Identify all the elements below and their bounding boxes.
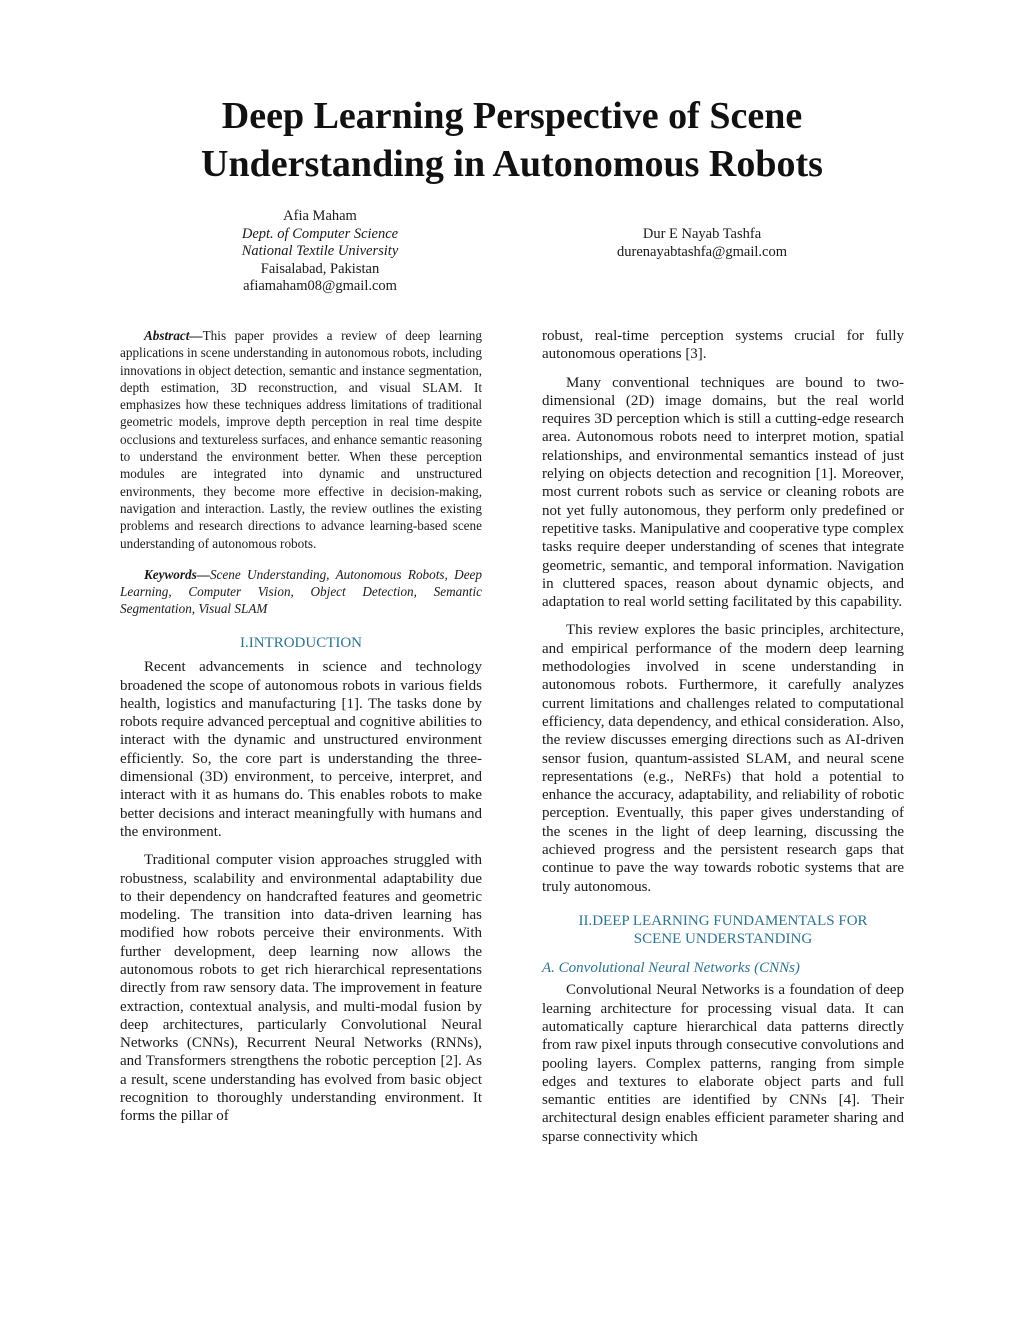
section-heading-introduction: I.INTRODUCTION: [239, 634, 363, 651]
section-heading-dl-fundamentals: [542, 912, 904, 949]
author-name: Afia Maham: [283, 208, 357, 224]
paper-title: [0, 92, 1024, 188]
author-university: National Textile University: [241, 243, 399, 259]
keywords: [120, 566, 482, 618]
intro-paragraph-4: This review explores the basic principles, architecture, and empirical performance of the modern deep learning methodologies involved in scene understanding in autonomous robots. Furthermore, it carefully analyzes current limitations and challenges related to computational efficiency, data dependency, and ethical consideration. Also, the review discusses emerging directions such as AI-driven sensor fusion, quantum-assisted SLAM, and neural scene representations (e.g., NeRFs) that hold a potential to enhance the accuracy, adaptability, and reliability of robotic perception. Eventually, this paper gives understanding of the scenes in the light of deep learning, discussing the achieved progress and the persistent research gaps that continue to pave the way towards robotic systems that are truly autonomous.: [542, 622, 904, 895]
right-column: [542, 327, 904, 1156]
abstract: [120, 327, 482, 552]
dl-heading-line-1: II.DEEP LEARNING FUNDAMENTALS FOR: [578, 912, 868, 929]
author-dept: Dept. of Computer Science: [241, 225, 399, 242]
abstract-label: Abstract—: [144, 328, 203, 343]
author-email: durenayabtashfa@gmail.com: [617, 243, 787, 260]
title-line-1: Deep Learning Perspective of Scene: [221, 95, 803, 137]
left-column: [120, 327, 482, 1136]
dl-heading-line-2: SCENE UNDERSTANDING: [633, 931, 813, 948]
author-block-1: [200, 208, 440, 296]
author-name: Dur E Nayab Tashfa: [642, 226, 762, 242]
intro-paragraph-2-continued: robust, real-time perception systems crucial for fully autonomous operations [3].: [542, 328, 904, 363]
title-line-2: Understanding in Autonomous Robots: [201, 143, 823, 185]
intro-paragraph-1: Recent advancements in science and technology broadened the scope of autonomous robots in various fields health, logistics and manufacturing [1]. The tasks done by robots require advanced perceptual and cognitive abilities to interact with the dynamic and unstructured environment efficiently. So, the core part is understanding the three-dimensional (3D) environment, to perceive, interpret, and interact with it as humans do. This enables robots to make better decisions and interact meaningfully with humans and the environment.: [120, 659, 482, 840]
intro-paragraph-2: Traditional computer vision approaches struggled with robustness, scalability and environmental adaptability due to their dependency on handcrafted features and geometric modeling. The transition into data-driven learning has modified how robots perceive their environments. With further development, deep learning now allows the autonomous robots to get rich hierarchical representations directly from raw sensory data. The improvement in feature extraction, contextual analysis, and multi-modal fusion by deep architectures, particularly Convolutional Neural Networks (CNNs), Recurrent Neural Networks (RNNs), and Transformers strengthens the robotic perception [2]. As a result, scene understanding has evolved from basic object recognition to thoroughly understanding environment. It forms the pillar of: [120, 852, 482, 1125]
author-location: Faisalabad, Pakistan: [260, 260, 380, 277]
author-email: afiamaham08@gmail.com: [243, 278, 397, 294]
keywords-text: Scene Understanding, Autonomous Robots, Deep Learning, Computer Vision, Object Detection, Semantic Segmentation, Visual SLAM: [120, 566, 482, 617]
subsection-heading-cnn: A. Convolutional Neural Networks (CNNs): [542, 959, 800, 976]
keywords-label: Keywords—: [144, 566, 210, 582]
abstract-text: This paper provides a review of deep learning applications in scene understanding in autonomous robots, including innovations in object detection, semantic and instance segmentation, depth estimation, 3D reconstruction, and visual SLAM. It emphasizes how these techniques address limitations of traditional geometric models, improve depth perception in real time despite occlusions and textureless surfaces, and enhance semantic reasoning to understand the environment better. When these perception modules are integrated into dynamic and unstructured environments, they become more effective in decision-making, navigation and interaction. Lastly, the review outlines the existing problems and research directions to advance learning-based scene understanding of autonomous robots.: [120, 328, 482, 551]
author-block-2: [582, 226, 822, 261]
cnn-paragraph-1: Convolutional Neural Networks is a foundation of deep learning architecture for processing visual data. It can automatically capture hierarchical data patterns directly from raw pixel inputs through consecutive convolutions and pooling layers. Complex patterns, ranging from simple edges and textures to elaborate object parts and full semantic entities are identified by CNNs [4]. Their architectural design enables efficient parameter sharing and sparse connectivity which: [542, 982, 904, 1145]
intro-paragraph-3: Many conventional techniques are bound to two-dimensional (2D) image domains, but the real world requires 3D perception which is still a cutting-edge research area. Autonomous robots need to interpret motion, spatial relationships, and environmental semantics instead of just relying on objects detection and recognition [1]. Moreover, most current robots such as service or cleaning robots are not yet fully autonomous, they perform only predefined or repetitive tasks. Manipulative and cooperative type complex tasks require deeper understanding of scenes that integrate geometric, semantic, and temporal information. Navigation in cluttered spaces, reason about dynamic objects, and adaptation to real world setting facilitated by this capability.: [542, 374, 904, 611]
